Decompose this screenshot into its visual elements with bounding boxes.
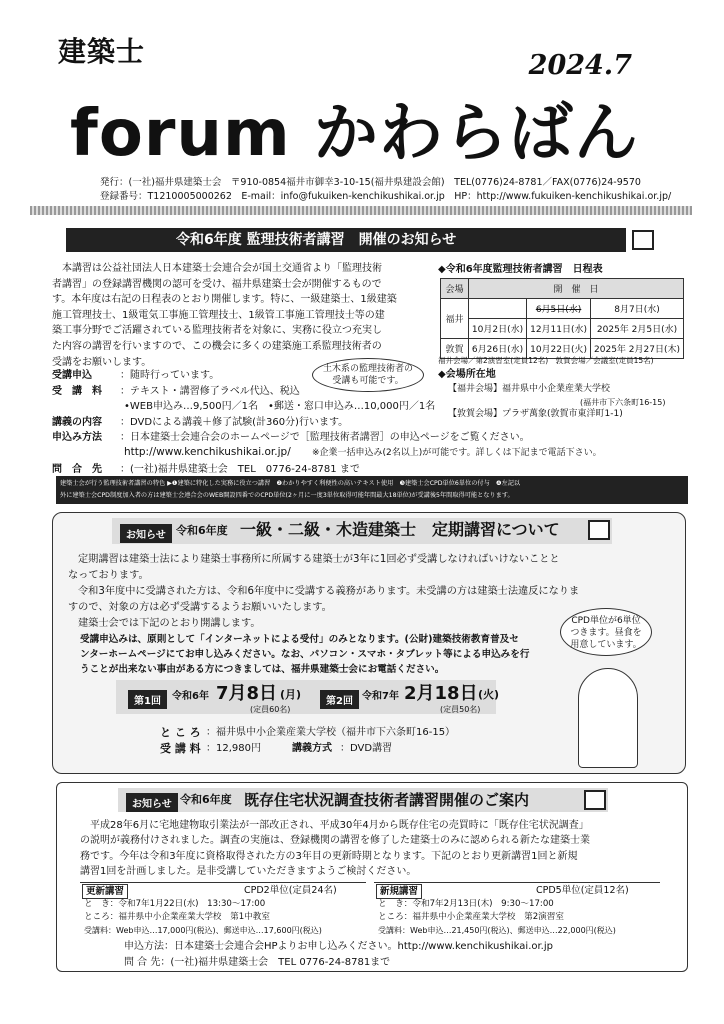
section1-intro: 本講習は公益社団法人日本建築士会連合会が国土交通省より「監理技術 者講習」の登録講習機関の認可を受け、福井県建築士会が開催するもので す。本年度は右記の日程表のとおり開催します。特に、一級建築士、1級建築 施工管理技士、1級電気工事施工管理技士、1級管工事施工管理技士等の建 築工事分野でご活躍されている監理技術者を対象に、実務に役立つ充実し た内容の講習を行いますので、この機会に多くの建築施工系監理技術者の 受講をお願いします。 bbox=[52, 263, 397, 368]
lecture-method-label: 講義方式 bbox=[292, 743, 332, 754]
book-icon bbox=[632, 230, 654, 250]
fee-value: ：テキスト・講習修了ラベル代込、税込 bbox=[120, 386, 300, 397]
lecture-method-value: ：DVD講習 bbox=[340, 743, 393, 754]
content-label: 講義の内容 bbox=[52, 417, 102, 428]
section2-heading: 一級・二級・木造建築士 定期講習について bbox=[240, 520, 560, 539]
new-cpd: CPD5単位(定員12名) bbox=[536, 885, 629, 896]
venue-fukui: 【福井会場】福井県中小企業産業大学校 bbox=[448, 384, 611, 394]
new-where: ところ：福井県中小企業産業大学校 第2演習室 bbox=[378, 912, 564, 922]
fee-label: 受 講 料 bbox=[52, 386, 102, 397]
session1-capacity: (定員60名) bbox=[250, 705, 291, 714]
place-label: と こ ろ bbox=[160, 726, 201, 739]
schedule-title: ◆令和6年度監理技術者講習 日程表 bbox=[438, 264, 603, 275]
fee-detail: •WEB申込み…9,500円／1名 •郵送・窓口申込み…10,000円／1名 bbox=[124, 401, 436, 412]
section3-intro: 平成28年6月に宅地建物取引業法が一部改正され、平成30年4月から既存住宅の売買時に「既存住宅状況調査」 の説明が義務付けされました。調査の実施は、登録機関の講習を修了した建築士のみに認められる新たな建築士業 務です。今年は令和3年度に資格取得された方の3年目の更新時期となります。下記のとおり更新講習1回と新規 講習1回を計画しました。是非受講していただきますようご検討ください。 bbox=[80, 820, 590, 878]
method-label: 申込み方法 bbox=[52, 432, 102, 443]
method-value: ：日本建築士会連合会のホームページで［監理技術者講習］の申込ページをご覧ください。 bbox=[120, 432, 530, 443]
session2-era: 令和7年 bbox=[362, 691, 399, 702]
application-value: ：随時行っています。 bbox=[120, 370, 220, 381]
fee-label-2: 受 講 料 bbox=[160, 742, 201, 755]
fee-value-2: ：12,980円 bbox=[206, 743, 261, 754]
section2-badge: お知らせ bbox=[120, 524, 172, 543]
contact-label: 問 合 先 bbox=[52, 464, 102, 475]
new-when: と き：令和7年2月13日(木) 9:30～17:00 bbox=[378, 899, 554, 909]
session1-day: (月) bbox=[280, 688, 302, 701]
issue-date: 2024.7 bbox=[528, 50, 632, 81]
session2-label: 第2回 bbox=[320, 690, 359, 709]
session2-date: 2月18日 bbox=[404, 683, 478, 704]
place-value: ：福井県中小企業産業大学校（福井市下六条町16-15） bbox=[206, 727, 456, 738]
contact-value: ：(一社)福井県建築士会 TEL 0776-24-8781 まで bbox=[120, 464, 360, 475]
venue-tsuruga: 【敦賀会場】プラザ萬象(敦賀市東洋町1-1) bbox=[448, 409, 623, 419]
book-icon bbox=[584, 790, 606, 810]
features-band: 建築士会が行う監理技術者講習の特色 ▶❶建築に特化した実務に役立つ講習 ❷わかりやすく利便性の高いテキスト使用 ❸建築士会CPD単位6単位の付与 ❹左記以 外に建築士会CPD制度加入者の方は建築士会連合会のWEB開設四番でのCPD単位(2ヶ月に一度3単位取得可能年間最大18単位)が受講後5年間取得可能となります。 bbox=[56, 476, 688, 504]
renewal-label: 更新講習 bbox=[82, 884, 128, 899]
table-row: 10月2日(水) 12月11日(水) 2025年 2月5日(水) bbox=[441, 319, 684, 339]
table-row: 福井 6月5日(水) 8月7日(水) bbox=[441, 299, 684, 319]
header-divider bbox=[30, 206, 692, 215]
section2-year: 令和6年度 bbox=[176, 524, 228, 537]
presenter-illustration bbox=[578, 668, 638, 768]
venue-title: ◆会場所在地 bbox=[438, 369, 496, 380]
section3-year: 令和6年度 bbox=[180, 793, 232, 806]
session2-capacity: (定員50名) bbox=[440, 705, 481, 714]
newsletter-title: forum かわらばん bbox=[70, 97, 639, 171]
method-url[interactable]: http://www.kenchikushikai.or.jp/ bbox=[124, 446, 291, 458]
newsletter-subtitle: 建築士 bbox=[58, 35, 146, 68]
section1-heading: 令和6年度 監理技術者講習 開催のお知らせ bbox=[66, 228, 626, 252]
section2-intro: 定期講習は建築士法により建築士事務所に所属する建築士が3年に1回必ず受講しなければいけないことと なっております。 令和3年度中に受講された方は、令和6年度中に受講する義務があります。未受講の方は建築士法違反になりま すので、対象の方は必ず受講するようお願いいたします。 建築士会では下記のとおり開講します。 bbox=[68, 554, 580, 629]
section2-online-notice: 受講申込みは、原則として「インターネットによる受付」のみとなります。(公財)建築技術教育普及セ ンターホームページにてお申し込みください。なお、パソコン・スマホ・タブレット等による申込みを行 うことが出来ない事由がある方につきましては、福井県建築士会にお電話ください。 bbox=[80, 634, 530, 675]
renewal-where: ところ：福井県中小企業産業大学校 第1中教室 bbox=[84, 912, 270, 922]
venue-fukui-address: (福井市下六条町16-15) bbox=[580, 398, 666, 407]
renewal-fee: 受講料：Web申込…17,000円(税込)、郵送申込…17,600円(税込) bbox=[84, 926, 322, 935]
application-label: 受講申込 bbox=[52, 370, 92, 381]
callout-cpd: CPD単位が6単位 つきます。昼食を 用意しています。 bbox=[560, 608, 652, 656]
content-value: ：DVDによる講義＋修了試験(計360分)行います。 bbox=[120, 417, 349, 428]
registration-info: 登録番号：T1210005000262 E-mail：info@fukuiken-kenchikushikai.or.jp HP：http://www.fukuiken-kenchikushikai.or.jp/ bbox=[100, 191, 672, 202]
schedule-table: 会場 開 催 日 福井 6月5日(水) 8月7日(水) 10月2日(水) 12月11日(水) 2025年 2月5日(水) 敦賀 6月26日(水) 10月22日(火) 2025年 2月27日(木) bbox=[440, 278, 684, 359]
new-fee: 受講料：Web申込…21,450円(税込)、郵送申込…22,000円(税込) bbox=[378, 926, 616, 935]
section3-apply: 申込方法：日本建築士会連合会HPよりお申し込みください。http://www.kenchikushikai.or.jp bbox=[124, 941, 553, 952]
table-row: 敦賀 6月26日(水) 10月22日(火) 2025年 2月27日(木) bbox=[441, 339, 684, 359]
session1-date: 7月8日 bbox=[216, 683, 278, 704]
session2-day: (火) bbox=[478, 688, 500, 701]
method-note: ※企業一括申込み(2名以上)が可能です。詳しくは下記まで電話下さい。 bbox=[312, 448, 602, 458]
publisher-info: 発行：(一社)福井県建築士会 〒910-0854福井市御幸3-10-15(福井県建設会館) TEL(0776)24-8781／FAX(0776)24-9570 bbox=[100, 177, 641, 188]
session1-era: 令和6年 bbox=[172, 691, 209, 702]
callout-civil: 土木系の監理技術者の 受講も可能です。 bbox=[312, 358, 424, 392]
schedule-note: 福井会場／第2演習室(定員12名) 敦賀会場／会議室(定員15名) bbox=[438, 356, 654, 365]
section3-contact: 問 合 先：(一社)福井県建築士会 TEL 0776-24-8781まで bbox=[124, 957, 391, 968]
section3-badge: お知らせ bbox=[126, 793, 178, 812]
renewal-cpd: CPD2単位(定員24名) bbox=[244, 885, 337, 896]
session1-label: 第1回 bbox=[128, 690, 167, 709]
section3-heading: 既存住宅状況調査技術者講習開催のご案内 bbox=[244, 791, 530, 809]
new-label: 新規講習 bbox=[376, 884, 422, 899]
book-icon bbox=[588, 520, 610, 540]
renewal-when: と き：令和7年1月22日(水) 13:30～17:00 bbox=[84, 899, 266, 909]
